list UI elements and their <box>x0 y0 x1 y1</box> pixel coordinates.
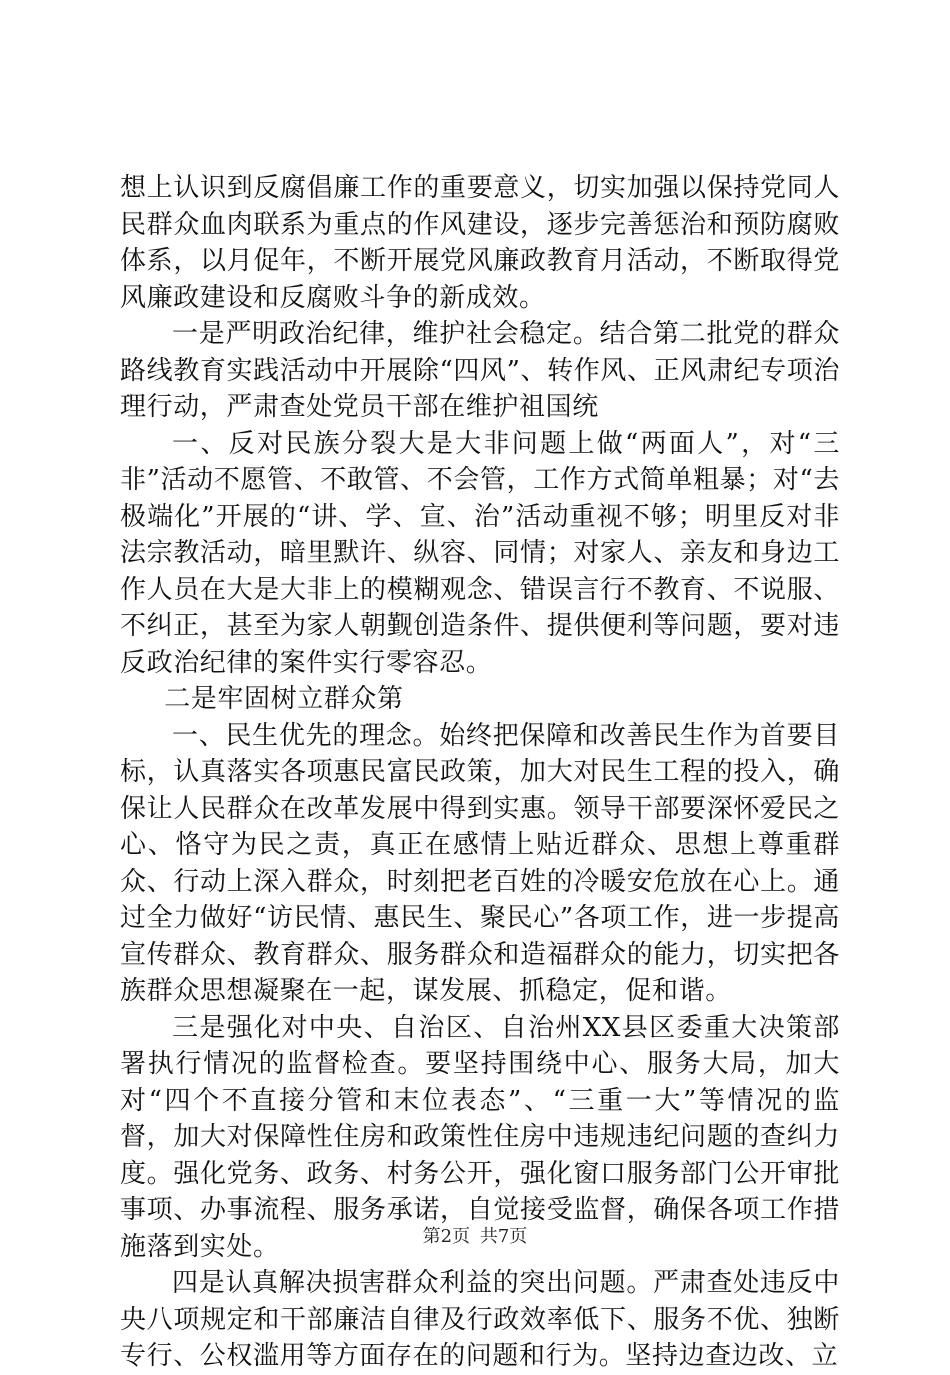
paragraph-continuation: 想上认识到反腐倡廉工作的重要意义，切实加强以保持党同人民群众血肉联系为重点的作风建设，逐步完善惩治和预防腐败体系，以月促年，不断开展党风廉政教育月活动，不断取得党风廉政建设和反腐败斗争的新成效。 <box>120 173 840 313</box>
paragraph-livelihood: 一、民生优先的理念。始终把保障和改善民生作为首要目标，认真落实各项惠民富民政策，加大对民生工程的投入，确保让人民群众在改革发展中得到实惠。领导干部要深怀爱民之心、恪守为民之责，真正在感情上贴近群众、思想上尊重群众、行动上深入群众，时刻把老百姓的冷暖安危放在心上。通过全力做好“访民情、惠民生、聚民心”各项工作，进一步提高宣传群众、教育群众、服务群众和造福群众的能力，切实把各族群众思想凝聚在一起，谋发展、抓稳定，促和谐。 <box>120 720 840 1006</box>
page-number-current: 第2页 <box>422 1226 471 1247</box>
paragraph-anti-separatism: 一、反对民族分裂大是大非问题上做“两面人”，对“三非”活动不愿管、不敢管、不会管，工作方式简单粗暴；对“去极端化”开展的“讲、学、宣、治”活动重视不够；明里反对非法宗教活动，暗里默许、纵容、同情；对家人、亲友和身边工作人员在大是大非上的模糊观念、错误言行不教育、不说服、不纠正，甚至为家人朝觐创造条件、提供便利等问题，要对违反政治纪律的案件实行零容忍。 <box>120 428 840 678</box>
paragraph-political-discipline: 一是严明政治纪律，维护社会稳定。结合第二批党的群众路线教育实践活动中开展除“四风”、转作风、正风肃纪专项治理行动，严肃查处党员干部在维护祖国统 <box>120 319 840 422</box>
document-body <box>120 170 840 1375</box>
page-number-total: 共7页 <box>479 1226 528 1247</box>
paragraph-mass-first: 二是牢固树立群众第 <box>164 684 404 714</box>
paragraph-supervision: 三是强化对中央、自治区、自治州XX县区委重大决策部署执行情况的监督检查。要坚持围绕中心、服务大局，加大对“四个不直接分管和末位表态”、“三重一大”等情况的监督，加大对保障性住房和政策性住房中违规违纪问题的查纠力度。强化党务、政务、村务公开，强化窗口服务部门公开审批事项、办事流程、服务承诺，自觉接受监督，确保各项工作措施落到实处。 <box>120 1012 840 1262</box>
page-footer <box>0 1222 950 1248</box>
paragraph-public-interest: 四是认真解决损害群众利益的突出问题。严肃查处违反中央八项规定和干部廉洁自律及行政效率低下、服务不优、独断专行、公权滥用等方面存在的问题和行为。坚持边查边改、立 <box>120 1268 840 1371</box>
